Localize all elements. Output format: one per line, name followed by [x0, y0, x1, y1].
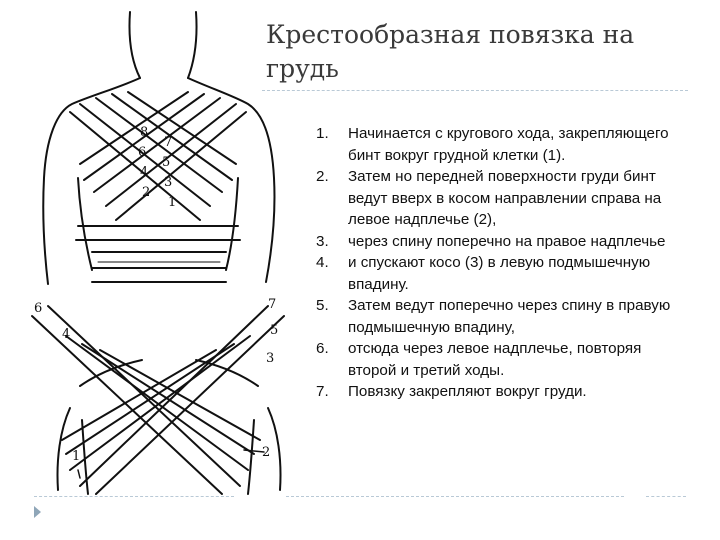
- list-item: 2. Затем но передней поверхности груди бинт ведут вверх в косом направлении справа на левое надплечье (2),: [316, 168, 662, 228]
- list-item: 6. отсюда через левое надплечье, повторяя второй и третий ходы.: [316, 340, 642, 379]
- front-head-outline: [129, 12, 196, 78]
- front-arm-inner-right: [226, 178, 238, 270]
- back-label: 4: [62, 327, 71, 342]
- back-label: 1: [72, 449, 81, 464]
- front-bandage-diagonals-left: [70, 92, 236, 220]
- front-label: 7: [164, 135, 173, 150]
- front-number-labels: [138, 125, 176, 210]
- front-bandage-wrap-1: [76, 226, 240, 240]
- back-leader-line-right: [244, 450, 264, 452]
- front-label: 6: [138, 145, 147, 160]
- back-label: 7: [268, 297, 277, 312]
- front-waist-outline: [92, 252, 226, 282]
- list-item: 1. Начинается с кругового хода, закрепляющего бинт вокруг грудной клетки (1).: [316, 125, 669, 164]
- back-label: 3: [266, 351, 275, 366]
- list-item: 3. через спину поперечно на правое надплечье: [316, 232, 666, 250]
- front-label: 5: [162, 155, 171, 170]
- list-item: 4. и спускают косо (3) в левую подмышечную впадину.: [316, 254, 651, 293]
- front-label: 8: [140, 125, 149, 140]
- front-arm-inner-left: [78, 178, 92, 270]
- back-arm-right: [248, 420, 254, 494]
- back-label: 2: [262, 445, 271, 460]
- list-item: 5. Затем ведут поперечно через спину в правую подмышечную впадину,: [316, 297, 671, 336]
- back-label: 6: [34, 301, 43, 316]
- front-label: 4: [140, 165, 149, 180]
- back-label: 5: [270, 323, 279, 338]
- front-torso-figure: [43, 12, 274, 284]
- list-item: 7. Повязку закрепляют вокруг груди.: [316, 383, 587, 400]
- front-label: 3: [164, 175, 173, 190]
- front-label: 2: [142, 185, 151, 200]
- back-leader-line-left: [78, 470, 80, 478]
- slide-title: Крестообразная повязка на грудь: [266, 20, 635, 83]
- front-label: 1: [168, 195, 177, 210]
